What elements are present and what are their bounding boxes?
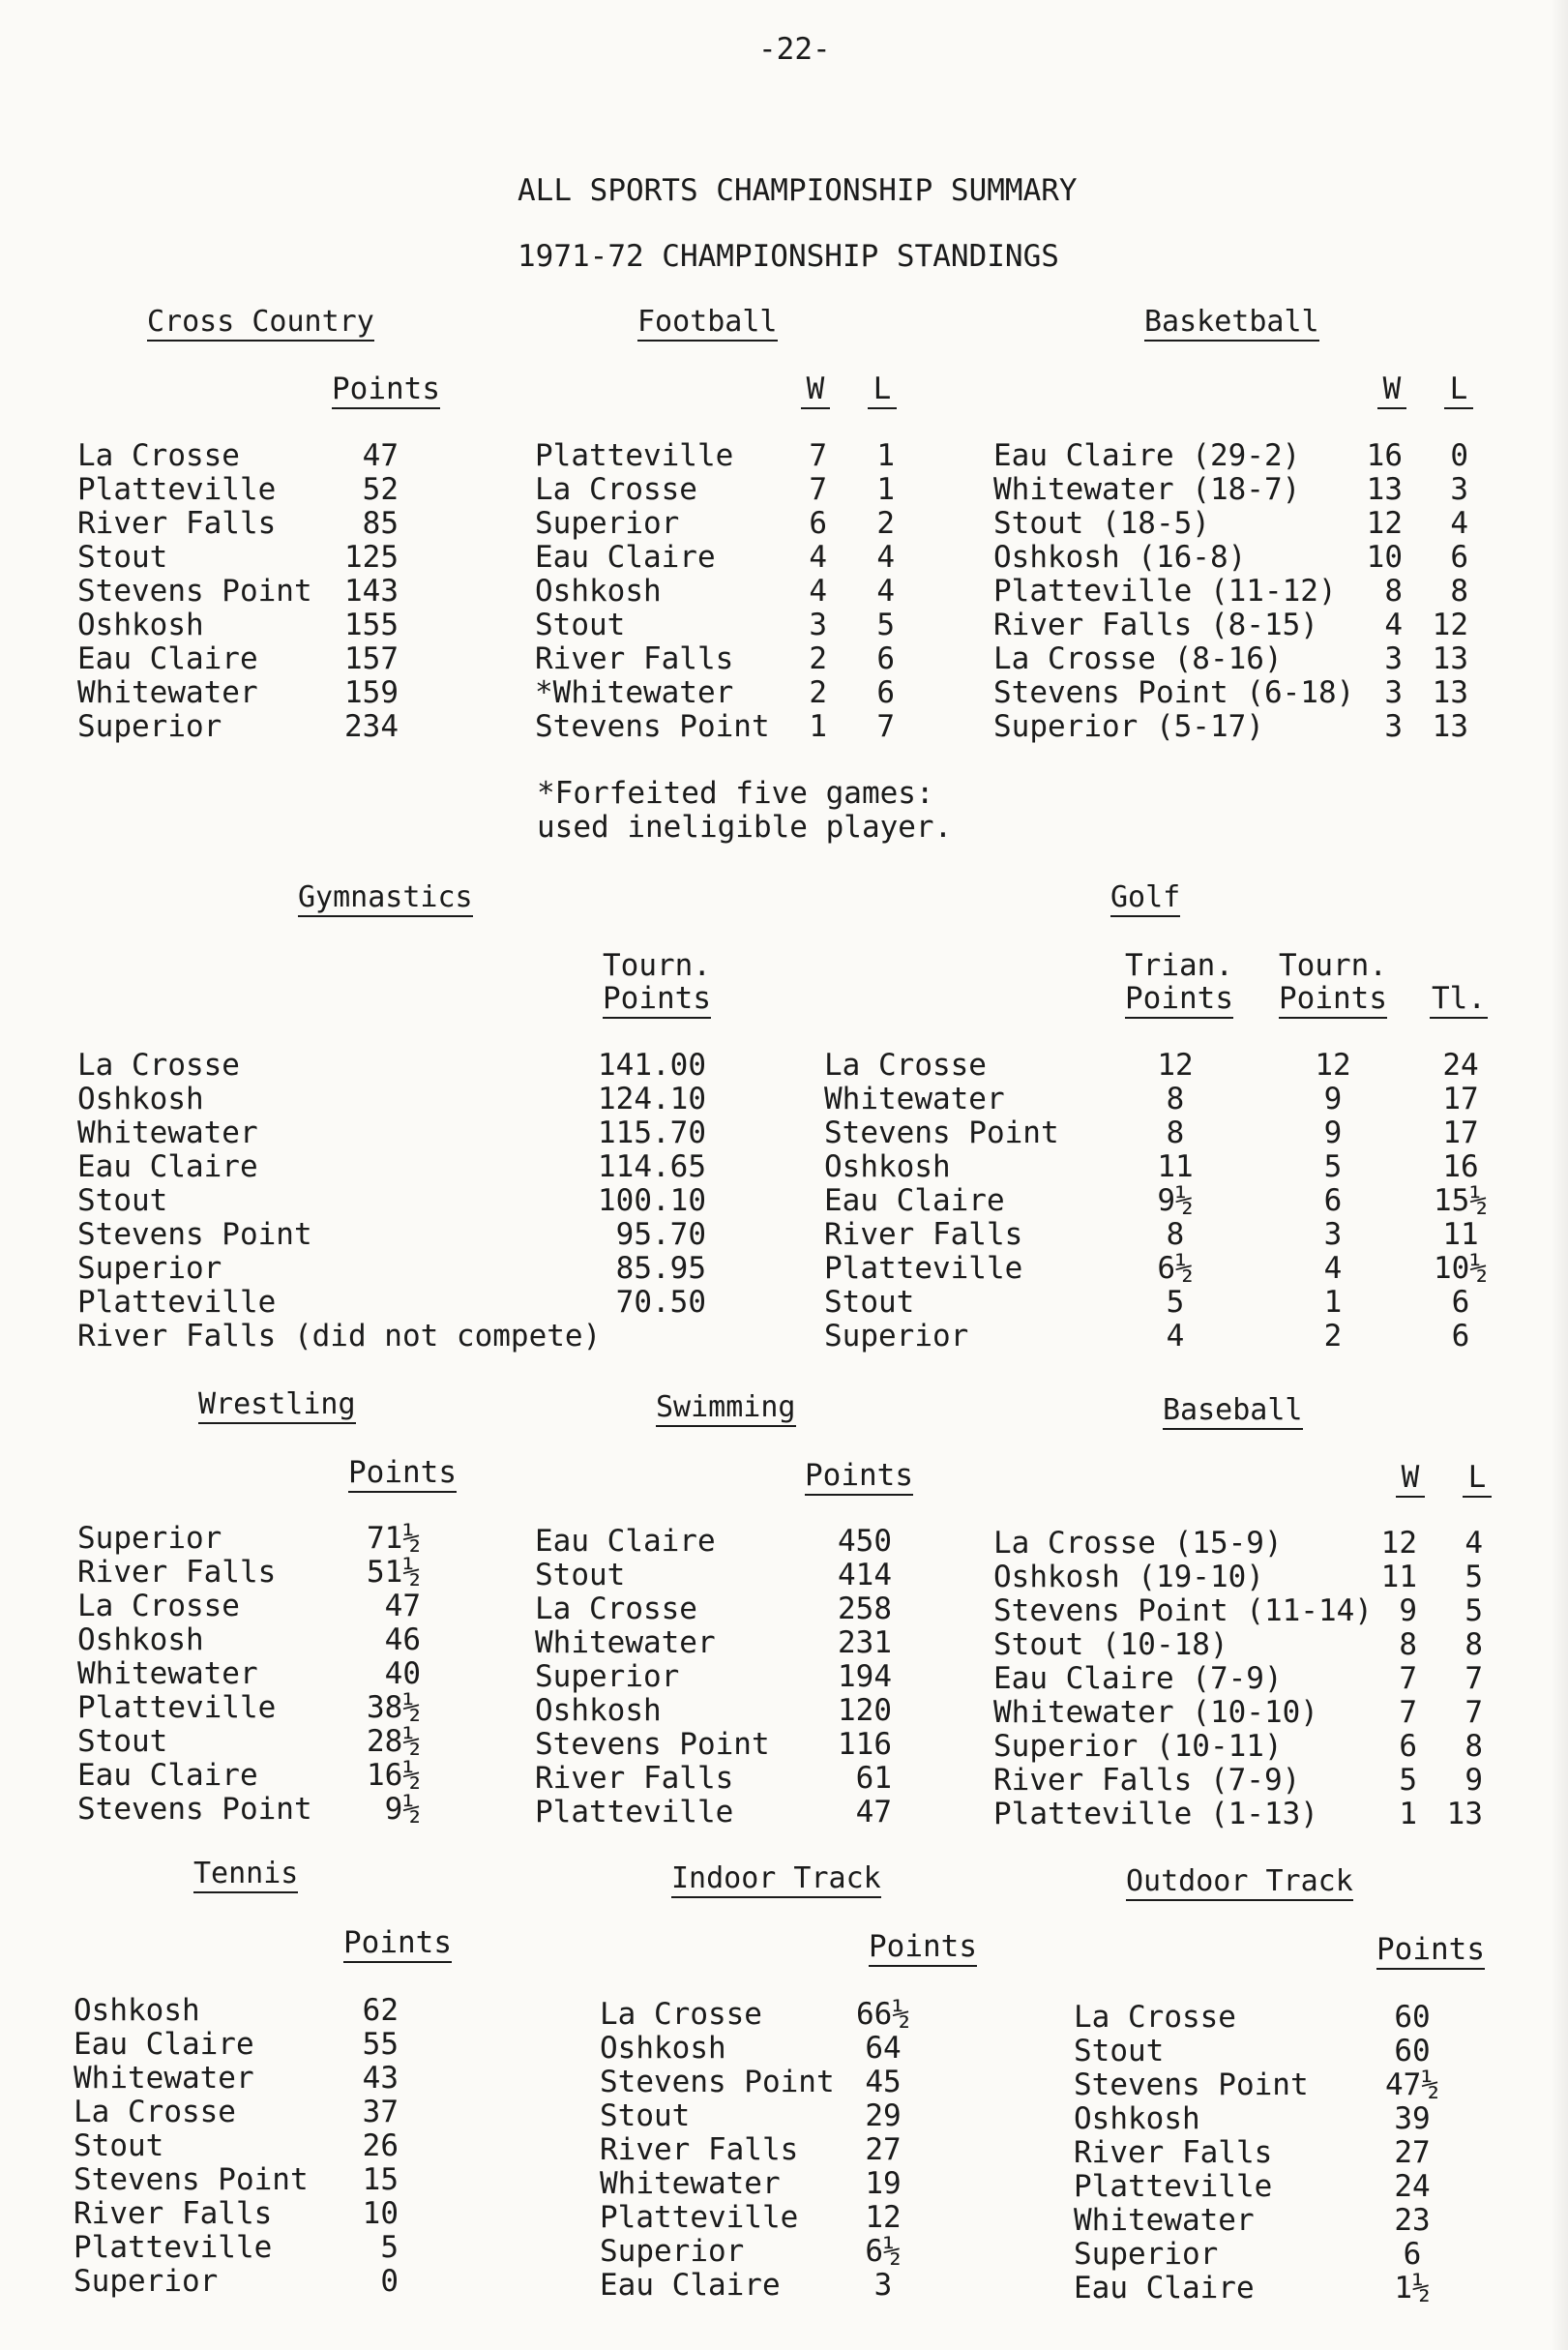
swimming-row-points: 414: [838, 1558, 892, 1592]
football-row-team: Platteville: [535, 438, 734, 473]
wrestling-heading: Wrestling: [198, 1390, 356, 1424]
gymnastics-row-points: 95.70: [615, 1217, 706, 1252]
indoor_track-row-team: Stout: [600, 2098, 691, 2133]
indoor_track-row-team: Whitewater: [600, 2166, 781, 2201]
tennis-heading: Tennis: [193, 1859, 298, 1893]
baseball-row-l: 7: [1464, 1661, 1483, 1696]
basketball-row-l: 13: [1432, 675, 1468, 710]
gymnastics-row-team: Superior: [77, 1251, 222, 1286]
golf-heading: Golf: [1110, 883, 1180, 917]
basketball-row-w: 4: [1384, 608, 1403, 642]
golf-row-total: 24: [1442, 1048, 1479, 1083]
baseball-row-w: 1: [1399, 1797, 1417, 1831]
swimming-row-team: Stevens Point: [535, 1727, 770, 1762]
gymnastics-row-team: La Crosse: [77, 1048, 240, 1083]
cross_country-row-team: La Crosse: [77, 438, 240, 473]
football-heading: Football: [637, 308, 778, 342]
cross_country-row-points: 125: [344, 540, 399, 575]
wrestling-col-col_points: Points: [348, 1458, 457, 1493]
wrestling-row-team: Stevens Point: [77, 1792, 312, 1827]
cross_country-row-team: River Falls: [77, 506, 277, 541]
baseball-row-w: 7: [1399, 1695, 1417, 1730]
outdoor_track-row-team: Eau Claire: [1074, 2271, 1255, 2305]
baseball-row-team: Eau Claire (7-9): [993, 1661, 1283, 1696]
tennis-row-points: 0: [380, 2264, 399, 2299]
football-row-l: 4: [876, 540, 895, 575]
golf-row-trian: 5: [1166, 1285, 1185, 1320]
outdoor_track-row-points: 6: [1403, 2237, 1422, 2272]
football-row-l: 6: [876, 641, 895, 676]
wrestling-row-team: Whitewater: [77, 1656, 258, 1691]
swimming-row-team: River Falls: [535, 1761, 734, 1796]
golf-row-team: Superior: [824, 1319, 969, 1353]
page-edge-shadow: [1551, 0, 1568, 2350]
swimming-row-points: 450: [838, 1524, 892, 1559]
football-row-team: *Whitewater: [535, 675, 734, 710]
football-row-w: 7: [809, 438, 827, 473]
golf-row-tourn: 6: [1323, 1183, 1343, 1218]
gymnastics-row-team: Eau Claire: [77, 1149, 258, 1184]
tennis-row-team: Whitewater: [74, 2061, 254, 2096]
basketball-row-team: La Crosse (8-16): [993, 641, 1283, 676]
swimming-col-col_points: Points: [805, 1461, 913, 1496]
cross_country-row-points: 159: [344, 675, 399, 710]
golf-row-trian: 12: [1157, 1048, 1194, 1083]
indoor_track-row-points: 3: [873, 2268, 893, 2303]
tennis-row-team: Superior: [74, 2264, 219, 2299]
swimming-row-team: Oshkosh: [535, 1693, 662, 1728]
tennis-row-points: 26: [362, 2128, 399, 2163]
wrestling-row-points: 40: [384, 1656, 421, 1691]
indoor_track-row-team: River Falls: [600, 2132, 799, 2167]
golf-row-trian: 6½: [1157, 1251, 1194, 1286]
football-row-w: 4: [809, 574, 827, 609]
cross_country-row-points: 85: [362, 506, 399, 541]
golf-row-tourn: 4: [1323, 1251, 1343, 1286]
swimming-heading: Swimming: [656, 1393, 796, 1427]
outdoor_track-row-team: Superior: [1074, 2237, 1219, 2272]
golf-col-col_trian_line1: Trian.: [1125, 948, 1233, 983]
baseball-row-w: 5: [1399, 1763, 1417, 1798]
football-row-w: 7: [809, 472, 827, 507]
football-row-w: 1: [809, 709, 827, 744]
outdoor_track-row-points: 27: [1394, 2135, 1431, 2170]
golf-row-tourn: 5: [1323, 1149, 1343, 1184]
wrestling-row-points: 47: [384, 1589, 421, 1623]
golf-row-total: 10½: [1434, 1251, 1488, 1286]
tennis-row-points: 43: [362, 2061, 399, 2096]
tennis-row-points: 10: [362, 2196, 399, 2231]
baseball-row-w: 6: [1399, 1729, 1417, 1764]
golf-row-tourn: 9: [1323, 1082, 1343, 1116]
outdoor_track-row-team: La Crosse: [1074, 2000, 1236, 2035]
gymnastics-row-team: River Falls (did not compete): [77, 1319, 602, 1353]
golf-row-team: Eau Claire: [824, 1183, 1005, 1218]
outdoor_track-row-points: 60: [1394, 2000, 1431, 2035]
football-row-team: Superior: [535, 506, 680, 541]
outdoor_track-row-team: Stout: [1074, 2034, 1165, 2068]
football-row-l: 6: [876, 675, 895, 710]
golf-row-trian: 11: [1157, 1149, 1194, 1184]
tennis-row-points: 55: [362, 2027, 399, 2062]
indoor_track-row-team: Stevens Point: [600, 2065, 835, 2099]
tennis-row-team: River Falls: [74, 2196, 273, 2231]
tennis-row-team: La Crosse: [74, 2095, 236, 2129]
baseball-row-l: 5: [1464, 1593, 1483, 1628]
indoor_track-row-team: Superior: [600, 2234, 745, 2269]
golf-row-total: 17: [1442, 1116, 1479, 1150]
basketball-row-l: 8: [1450, 574, 1468, 609]
baseball-row-l: 7: [1464, 1695, 1483, 1730]
indoor_track-row-team: Oshkosh: [600, 2031, 726, 2066]
basketball-row-l: 3: [1450, 472, 1468, 507]
golf-row-tourn: 9: [1323, 1116, 1343, 1150]
football-row-l: 5: [876, 608, 895, 642]
basketball-row-l: 4: [1450, 506, 1468, 541]
outdoor_track-col-col_points: Points: [1376, 1935, 1485, 1970]
baseball-row-team: Stout (10-18): [993, 1627, 1228, 1662]
outdoor_track-row-team: Platteville: [1074, 2169, 1273, 2204]
basketball-row-w: 3: [1384, 675, 1403, 710]
outdoor_track-row-team: Whitewater: [1074, 2203, 1255, 2238]
page-subtitle: 1971-72 CHAMPIONSHIP STANDINGS: [518, 239, 1059, 274]
football-row-w: 2: [809, 675, 827, 710]
gymnastics-row-points: 141.00: [598, 1048, 706, 1083]
football-row-l: 1: [876, 438, 895, 473]
cross_country-heading: Cross Country: [147, 308, 374, 342]
gymnastics-row-points: 100.10: [598, 1183, 706, 1218]
tennis-row-team: Stevens Point: [74, 2162, 309, 2197]
basketball-row-w: 8: [1384, 574, 1403, 609]
golf-row-team: Whitewater: [824, 1082, 1005, 1116]
baseball-row-team: Platteville (1-13): [993, 1797, 1318, 1831]
swimming-row-points: 116: [838, 1727, 892, 1762]
football-row-team: Stevens Point: [535, 709, 770, 744]
indoor_track-row-points: 64: [865, 2031, 902, 2066]
football-row-l: 2: [876, 506, 895, 541]
wrestling-row-team: Platteville: [77, 1690, 277, 1725]
tennis-row-team: Eau Claire: [74, 2027, 254, 2062]
outdoor_track-row-team: Oshkosh: [1074, 2101, 1200, 2136]
indoor_track-row-points: 29: [865, 2098, 902, 2133]
outdoor_track-row-points: 39: [1394, 2101, 1431, 2136]
gymnastics-row-team: Oshkosh: [77, 1082, 204, 1116]
football-row-w: 2: [809, 641, 827, 676]
wrestling-row-team: Superior: [77, 1521, 222, 1556]
cross_country-row-team: Whitewater: [77, 675, 258, 710]
swimming-row-team: Superior: [535, 1659, 680, 1694]
golf-row-trian: 4: [1166, 1319, 1185, 1353]
wrestling-row-team: Eau Claire: [77, 1758, 258, 1793]
indoor_track-heading: Indoor Track: [671, 1864, 881, 1898]
golf-row-tourn: 3: [1323, 1217, 1343, 1252]
golf-row-total: 6: [1451, 1285, 1470, 1320]
cross_country-row-points: 157: [344, 641, 399, 676]
indoor_track-row-points: 27: [865, 2132, 902, 2167]
gymnastics-col-col_line1: Tourn.: [603, 948, 711, 983]
cross_country-row-team: Oshkosh: [77, 608, 204, 642]
basketball-row-team: Stout (18-5): [993, 506, 1210, 541]
swimming-row-team: Eau Claire: [535, 1524, 716, 1559]
basketball-row-w: 12: [1366, 506, 1403, 541]
wrestling-row-points: 28½: [367, 1724, 421, 1759]
football-footnote-2: used ineligible player.: [537, 810, 953, 845]
tennis-row-points: 15: [362, 2162, 399, 2197]
swimming-row-team: Platteville: [535, 1795, 734, 1829]
basketball-row-w: 10: [1366, 540, 1403, 575]
swimming-row-points: 120: [838, 1693, 892, 1728]
wrestling-row-team: La Crosse: [77, 1589, 240, 1623]
tennis-row-points: 62: [362, 1993, 399, 2028]
baseball-row-team: Oshkosh (19-10): [993, 1560, 1264, 1594]
football-col-col_l: L: [868, 374, 897, 409]
outdoor_track-row-points: 47½: [1385, 2067, 1439, 2102]
indoor_track-row-points: 66½: [856, 1997, 910, 2032]
golf-col-col_trian_line2: Points: [1125, 984, 1233, 1019]
tennis-row-team: Stout: [74, 2128, 164, 2163]
baseball-row-team: Stevens Point (11-14): [993, 1593, 1373, 1628]
wrestling-row-points: 71½: [367, 1521, 421, 1556]
swimming-row-points: 47: [855, 1795, 892, 1829]
baseball-row-l: 4: [1464, 1526, 1483, 1561]
cross_country-row-team: Superior: [77, 709, 222, 744]
cross_country-col-col_points: Points: [332, 374, 440, 409]
cross_country-row-points: 47: [362, 438, 399, 473]
gymnastics-row-points: 114.65: [598, 1149, 706, 1184]
football-row-w: 4: [809, 540, 827, 575]
baseball-col-col_l: L: [1463, 1463, 1492, 1498]
golf-row-total: 17: [1442, 1082, 1479, 1116]
golf-row-trian: 8: [1166, 1116, 1185, 1150]
swimming-row-points: 231: [838, 1625, 892, 1660]
basketball-row-team: Eau Claire (29-2): [993, 438, 1301, 473]
basketball-row-l: 13: [1432, 709, 1468, 744]
gymnastics-row-team: Platteville: [77, 1285, 277, 1320]
baseball-row-w: 9: [1399, 1593, 1417, 1628]
gymnastics-row-points: 70.50: [615, 1285, 706, 1320]
tennis-row-team: Platteville: [74, 2230, 273, 2265]
gymnastics-row-points: 85.95: [615, 1251, 706, 1286]
basketball-row-w: 3: [1384, 709, 1403, 744]
football-row-team: Stout: [535, 608, 626, 642]
golf-col-col_tourn_line2: Points: [1279, 984, 1387, 1019]
outdoor_track-row-points: 24: [1394, 2169, 1431, 2204]
baseball-row-w: 8: [1399, 1627, 1417, 1662]
swimming-row-points: 61: [855, 1761, 892, 1796]
indoor_track-row-team: La Crosse: [600, 1997, 762, 2032]
indoor_track-row-team: Platteville: [600, 2200, 799, 2235]
baseball-row-w: 12: [1380, 1526, 1417, 1561]
wrestling-row-points: 51½: [367, 1555, 421, 1590]
outdoor_track-row-team: River Falls: [1074, 2135, 1273, 2170]
basketball-row-w: 13: [1366, 472, 1403, 507]
wrestling-row-points: 46: [384, 1622, 421, 1657]
baseball-col-col_w: W: [1396, 1463, 1425, 1498]
swimming-row-points: 258: [838, 1591, 892, 1626]
cross_country-row-team: Stevens Point: [77, 574, 312, 609]
golf-row-team: Stout: [824, 1285, 915, 1320]
basketball-row-team: Superior (5-17): [993, 709, 1264, 744]
gymnastics-row-team: Whitewater: [77, 1116, 258, 1150]
golf-row-total: 11: [1442, 1217, 1479, 1252]
baseball-row-l: 13: [1446, 1797, 1483, 1831]
basketball-col-col_l: L: [1444, 374, 1473, 409]
football-row-team: River Falls: [535, 641, 734, 676]
football-footnote-1: *Forfeited five games:: [537, 776, 934, 811]
football-col-col_w: W: [801, 374, 830, 409]
golf-row-tourn: 2: [1323, 1319, 1343, 1353]
basketball-row-l: 6: [1450, 540, 1468, 575]
basketball-row-team: Whitewater (18-7): [993, 472, 1301, 507]
swimming-row-team: Stout: [535, 1558, 626, 1592]
golf-col-col_tourn_line1: Tourn.: [1279, 948, 1387, 983]
basketball-row-team: Platteville (11-12): [993, 574, 1337, 609]
basketball-col-col_w: W: [1377, 374, 1406, 409]
golf-row-tourn: 12: [1315, 1048, 1351, 1083]
football-row-team: La Crosse: [535, 472, 697, 507]
wrestling-row-team: Oshkosh: [77, 1622, 204, 1657]
basketball-row-w: 16: [1366, 438, 1403, 473]
indoor_track-row-points: 6½: [865, 2234, 902, 2269]
baseball-row-l: 8: [1464, 1627, 1483, 1662]
baseball-row-team: La Crosse (15-9): [993, 1526, 1283, 1561]
swimming-row-team: Whitewater: [535, 1625, 716, 1660]
gymnastics-row-points: 115.70: [598, 1116, 706, 1150]
outdoor_track-row-points: 60: [1394, 2034, 1431, 2068]
outdoor_track-row-team: Stevens Point: [1074, 2067, 1309, 2102]
swimming-row-points: 194: [838, 1659, 892, 1694]
basketball-row-team: Oshkosh (16-8): [993, 540, 1247, 575]
football-row-w: 3: [809, 608, 827, 642]
football-row-team: Oshkosh: [535, 574, 662, 609]
cross_country-row-team: Eau Claire: [77, 641, 258, 676]
gymnastics-heading: Gymnastics: [298, 883, 473, 917]
outdoor_track-row-points: 23: [1394, 2203, 1431, 2238]
cross_country-row-points: 155: [344, 608, 399, 642]
wrestling-row-points: 9½: [384, 1792, 421, 1827]
wrestling-row-team: River Falls: [77, 1555, 277, 1590]
wrestling-row-team: Stout: [77, 1724, 168, 1759]
golf-col-col_total: Tl.: [1430, 984, 1488, 1019]
basketball-row-team: River Falls (8-15): [993, 608, 1318, 642]
golf-row-trian: 8: [1166, 1082, 1185, 1116]
basketball-row-l: 13: [1432, 641, 1468, 676]
gymnastics-col-col_line2: Points: [603, 984, 711, 1019]
baseball-row-w: 7: [1399, 1661, 1417, 1696]
tennis-row-team: Oshkosh: [74, 1993, 200, 2028]
football-row-l: 1: [876, 472, 895, 507]
golf-row-trian: 8: [1166, 1217, 1185, 1252]
basketball-row-w: 3: [1384, 641, 1403, 676]
golf-row-trian: 9½: [1157, 1183, 1194, 1218]
golf-row-total: 15½: [1434, 1183, 1488, 1218]
cross_country-row-team: Stout: [77, 540, 168, 575]
basketball-heading: Basketball: [1144, 308, 1319, 342]
page-title: ALL SPORTS CHAMPIONSHIP SUMMARY: [518, 173, 1078, 208]
swimming-row-team: La Crosse: [535, 1591, 697, 1626]
cross_country-row-points: 52: [362, 472, 399, 507]
baseball-row-l: 9: [1464, 1763, 1483, 1798]
basketball-row-team: Stevens Point (6-18): [993, 675, 1355, 710]
golf-row-team: River Falls: [824, 1217, 1023, 1252]
football-row-w: 6: [809, 506, 827, 541]
wrestling-row-points: 38½: [367, 1690, 421, 1725]
indoor_track-row-team: Eau Claire: [600, 2268, 781, 2303]
cross_country-row-points: 143: [344, 574, 399, 609]
baseball-heading: Baseball: [1163, 1396, 1303, 1430]
wrestling-row-points: 16½: [367, 1758, 421, 1793]
outdoor_track-row-points: 1½: [1394, 2271, 1431, 2305]
baseball-row-w: 11: [1380, 1560, 1417, 1594]
golf-row-team: Platteville: [824, 1251, 1023, 1286]
tennis-col-col_points: Points: [343, 1928, 452, 1963]
golf-row-total: 6: [1451, 1319, 1470, 1353]
indoor_track-row-points: 12: [865, 2200, 902, 2235]
golf-row-team: Oshkosh: [824, 1149, 951, 1184]
baseball-row-team: Superior (10-11): [993, 1729, 1283, 1764]
tennis-row-points: 5: [380, 2230, 399, 2265]
football-row-l: 4: [876, 574, 895, 609]
baseball-row-team: River Falls (7-9): [993, 1763, 1301, 1798]
golf-row-total: 16: [1442, 1149, 1479, 1184]
page-number: -22-: [758, 32, 831, 67]
baseball-row-team: Whitewater (10-10): [993, 1695, 1318, 1730]
cross_country-row-team: Platteville: [77, 472, 277, 507]
tennis-row-points: 37: [362, 2095, 399, 2129]
basketball-row-l: 12: [1432, 608, 1468, 642]
baseball-row-l: 5: [1464, 1560, 1483, 1594]
golf-row-tourn: 1: [1323, 1285, 1343, 1320]
indoor_track-row-points: 19: [865, 2166, 902, 2201]
football-row-team: Eau Claire: [535, 540, 716, 575]
indoor_track-row-points: 45: [865, 2065, 902, 2099]
gymnastics-row-points: 124.10: [598, 1082, 706, 1116]
outdoor_track-heading: Outdoor Track: [1126, 1867, 1353, 1901]
gymnastics-row-team: Stevens Point: [77, 1217, 312, 1252]
golf-row-team: Stevens Point: [824, 1116, 1059, 1150]
baseball-row-l: 8: [1464, 1729, 1483, 1764]
cross_country-row-points: 234: [344, 709, 399, 744]
gymnastics-row-team: Stout: [77, 1183, 168, 1218]
golf-row-team: La Crosse: [824, 1048, 987, 1083]
football-row-l: 7: [876, 709, 895, 744]
indoor_track-col-col_points: Points: [869, 1932, 977, 1967]
basketball-row-l: 0: [1450, 438, 1468, 473]
